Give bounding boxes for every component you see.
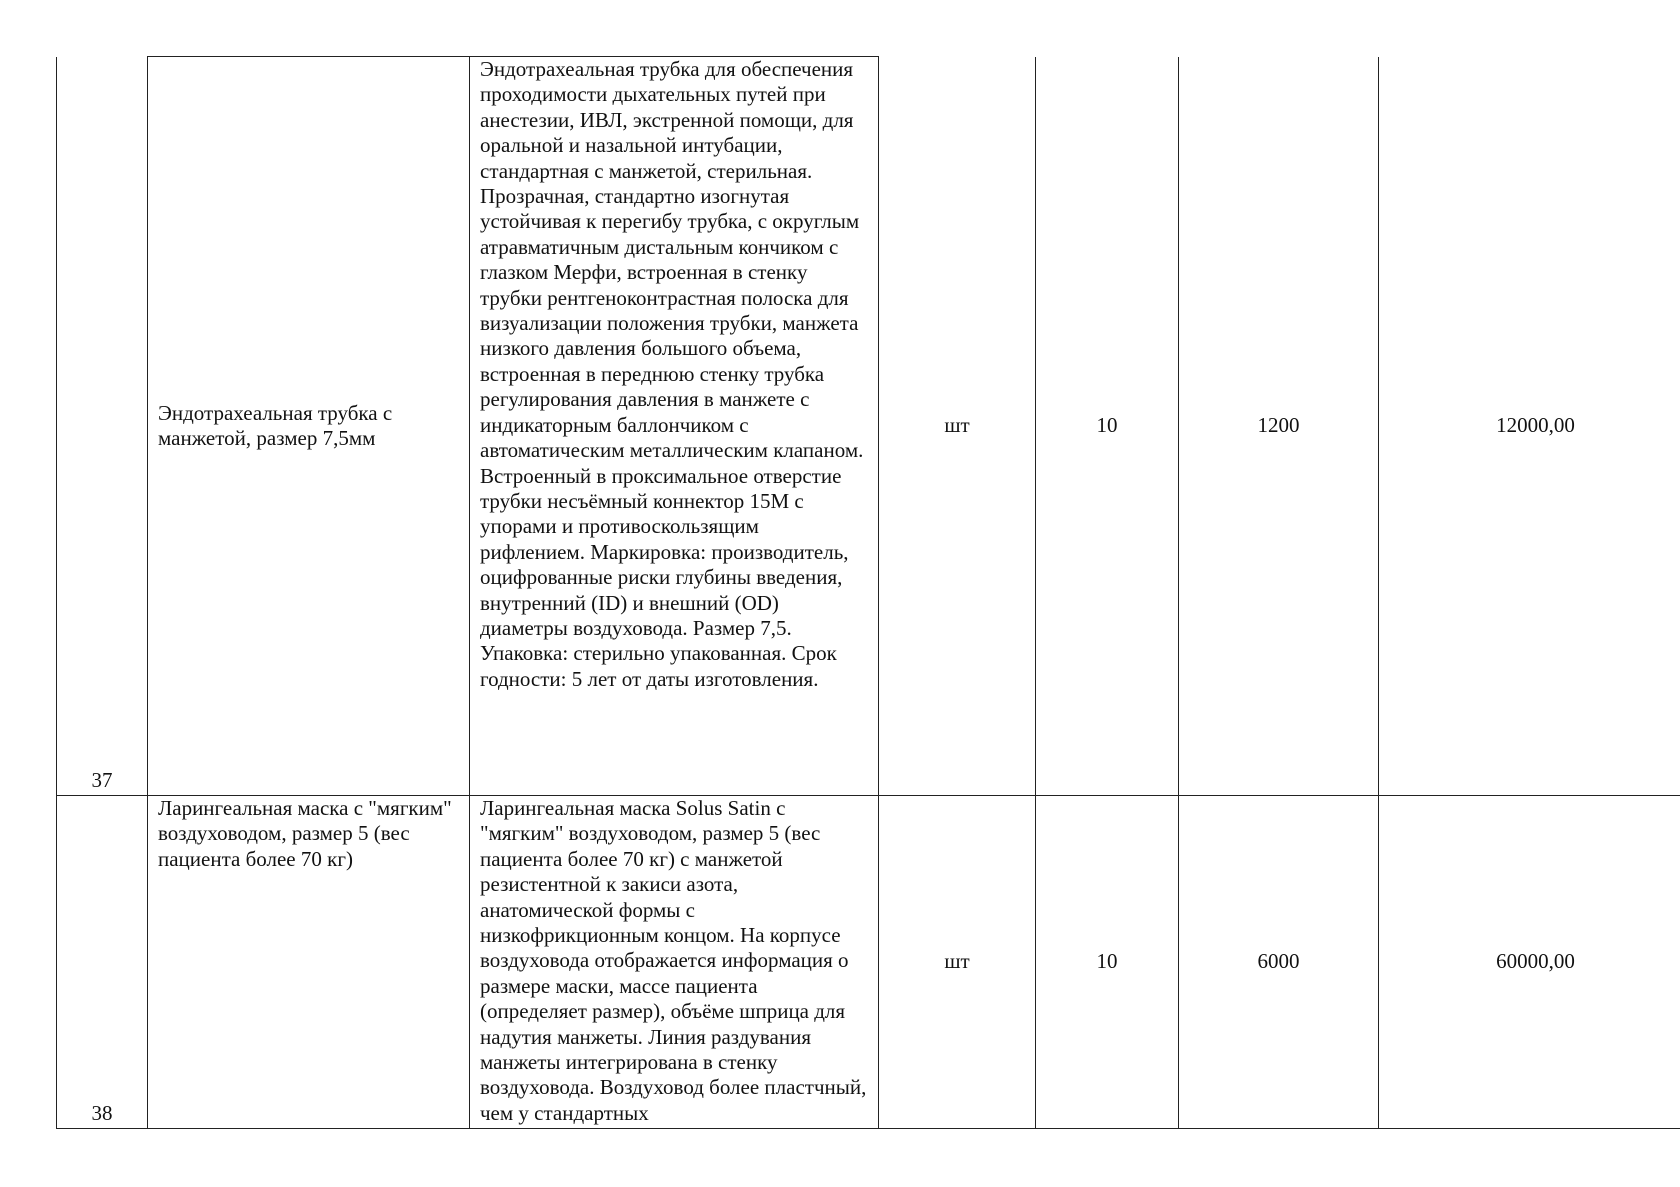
row-number-cell: [57, 57, 148, 796]
row-number: 37: [91, 767, 113, 792]
item-total-cell: 12000,00: [1379, 57, 1680, 796]
row-number-cell: [57, 796, 148, 1129]
item-total-cell: 60000,00: [1379, 796, 1680, 1129]
item-unit-cell: шт: [879, 796, 1036, 1129]
item-price-cell: 1200: [1179, 57, 1379, 796]
table-row: [57, 796, 1680, 1129]
row-number: 38: [91, 1100, 113, 1125]
item-unit-cell: шт: [879, 57, 1036, 796]
item-description-cell: Эндотрахеальная трубка для обеспечения проходимости дыхательных путей при анестезии, ИВЛ, экстренной помощи, для оральной и назальной интубации, стандартная с манжетой, стерильная. Прозрачная, стандартно изогнутая устойчивая к перегибу трубка, с округлым атравматичным дистальным кончиком с глазком Мерфи, встроенная в стенку трубки рентгеноконтрастная полоска для визуализации положения трубки, манжета низкого давления большого объема, встроенная в переднюю стенку трубка регулирования давления в манжете с индикаторным баллончиком с автоматическим металлическим клапаном. Встроенный в проксимальное отверстие трубки несъёмный коннектор 15М с упорами и противоскользящим рифлением. Маркировка: производитель, оцифрованные риски глубины введения, внутренний (ID) и внешний (OD) диаметры воздуховода. Размер 7,5. Упаковка: стерильно упакованная. Срок годности: 5 лет от даты изготовления.: [470, 57, 879, 796]
item-quantity-cell: 10: [1036, 57, 1179, 796]
item-quantity-cell: 10: [1036, 796, 1179, 1129]
table-row: [57, 57, 1680, 796]
item-price-cell: 6000: [1179, 796, 1379, 1129]
item-description-cell: [470, 796, 879, 1129]
item-description-text: Ларингеальная маска Solus Satin с "мягким" воздуховодом, размер 5 (вес пациента более 70 кг) с манжетой резистентной к закиси азота, анатомической формы с низкофрикционным концом. На корпусе воздуховода отображается информация о размере маски, массе пациента (определяет размер), объёме шприца для надутия манжеты. Линия раздувания манжеты интегрирована в стенку воздуховода. Воздуховод более пластчный, чем у стандартных: [480, 796, 867, 1125]
specification-table: [56, 56, 1680, 1129]
item-name-cell: Эндотрахеальная трубка с манжетой, размер 7,5мм: [148, 57, 470, 796]
item-name-cell: Ларингеальная маска с "мягким" воздуховодом, размер 5 (вес пациента более 70 кг): [148, 796, 470, 1129]
